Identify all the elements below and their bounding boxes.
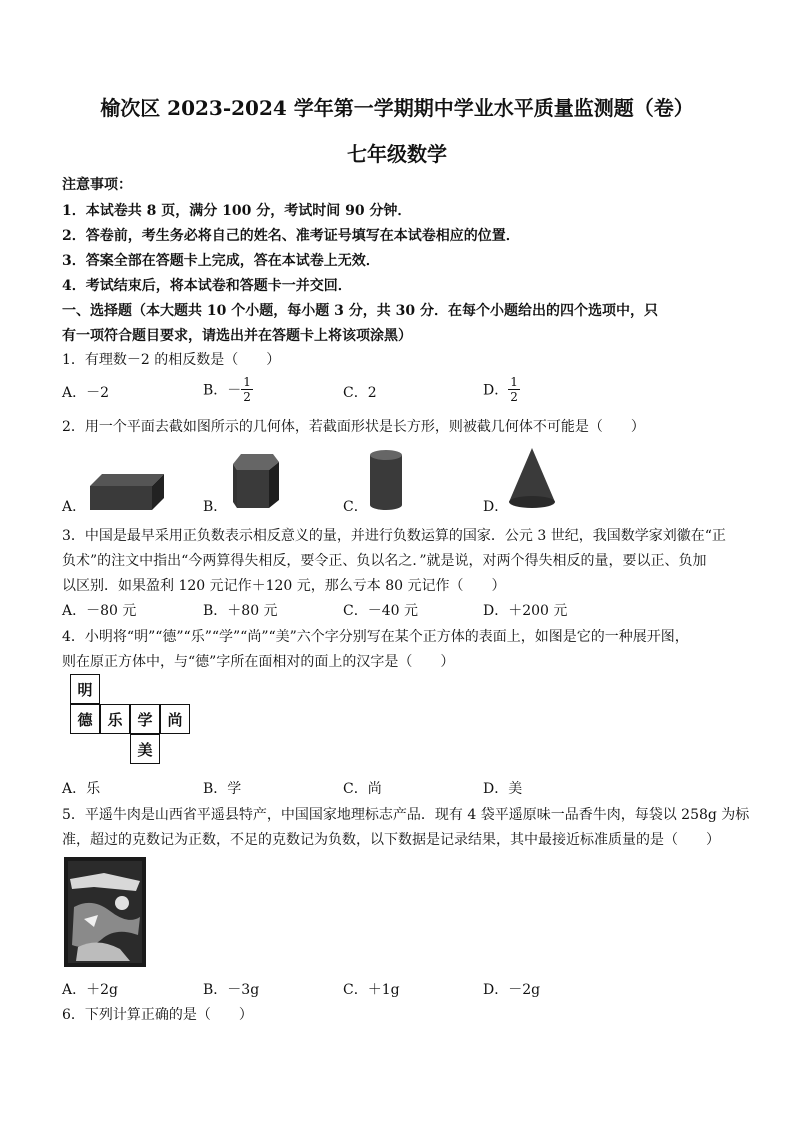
- cylinder-figure: [368, 448, 404, 512]
- net-face: 学: [130, 704, 160, 734]
- q2-option-d: D．: [483, 499, 509, 515]
- question-5-line-1: 5．平遥牛肉是山西省平遥县特产，中国国家地理标志产品．现有 4 袋平遥原味一品香牛肉，每袋以 258g 为标: [62, 807, 750, 823]
- fraction: [508, 375, 520, 404]
- beef-package-photo: [64, 857, 146, 967]
- net-face: 明: [70, 674, 100, 704]
- notice-item: 1．本试卷共 8 页，满分 100 分，考试时间 90 分钟．: [62, 203, 412, 219]
- question-3-line-3: 以区别．如果盈利 120 元记作＋120 元，那么亏本 80 元记作（ ）: [62, 578, 506, 594]
- question-6-stem: 6．下列计算正确的是（ ）: [62, 1007, 253, 1023]
- q2-option-b: B．: [203, 499, 228, 515]
- question-1-stem: 1．有理数－2 的相反数是（ ）: [62, 352, 281, 368]
- fraction-denominator: 2: [243, 390, 251, 404]
- q5-option-b: B．－3g: [203, 982, 260, 998]
- q3-option-c: C．－40 元: [343, 603, 418, 619]
- cube-net-diagram: [70, 674, 194, 766]
- q2-option-a: A．: [62, 499, 87, 515]
- q1-option-d-prefix: D．: [483, 382, 509, 399]
- q5-option-c: C．＋1g: [343, 982, 400, 998]
- fraction-denominator: 2: [510, 390, 518, 404]
- q1-option-b-prefix: B．－: [203, 382, 242, 399]
- net-face: 美: [130, 734, 160, 764]
- q4-option-a: A．乐: [62, 781, 101, 797]
- section-heading: 一、选择题（本大题共 10 个小题，每小题 3 分，共 30 分．在每个小题给出的四个选项中，只: [62, 303, 658, 319]
- cuboid-figure: [88, 466, 166, 510]
- notice-item: 4．考试结束后，将本试卷和答题卡一并交回．: [62, 278, 352, 294]
- q4-option-d: D．美: [483, 781, 523, 797]
- exam-title: 榆次区 2023-2024 学年第一学期期中学业水平质量监测题（卷）: [100, 96, 694, 120]
- q1-option-b: [203, 375, 253, 404]
- fraction-numerator: 1: [510, 375, 518, 389]
- notice-item: 2．答卷前，考生务必将自己的姓名、准考证号填写在本试卷相应的位置．: [62, 228, 520, 244]
- q3-option-a: A．－80 元: [62, 603, 137, 619]
- question-5-line-2: 准，超过的克数记为正数，不足的克数记为负数，以下数据是记录结果，其中最接近标准质量的是（ ）: [62, 832, 720, 848]
- question-4-line-1: 4．小明将“明”“德”“乐”“学”“尚”“美”六个字分别写在某个正方体的表面上，如图是它的一种展开图，: [62, 629, 689, 645]
- net-face: 德: [70, 704, 100, 734]
- fraction: [241, 375, 253, 404]
- question-2-stem: 2．用一个平面去截如图所示的几何体，若截面形状是长方形，则被截几何体不可能是（ ）: [62, 419, 645, 435]
- notice-item: 3．答案全部在答题卡上完成，答在本试卷上无效．: [62, 253, 380, 269]
- q5-option-a: A．＋2g: [62, 982, 118, 998]
- q1-option-d: [483, 375, 520, 404]
- question-3-line-1: 3．中国是最早采用正负数表示相反意义的量，并进行负数运算的国家．公元 3 世纪，我国数学家刘徽在“正: [62, 528, 726, 544]
- q1-option-a: A．－2: [62, 385, 110, 401]
- q3-option-d: D．＋200 元: [483, 603, 568, 619]
- question-4-line-2: 则在原正方体中，与“德”字所在面相对的面上的汉字是（ ）: [62, 654, 455, 670]
- q2-option-c: C．: [343, 499, 368, 515]
- cone-figure: [507, 446, 557, 510]
- q1-option-c: C．2: [343, 385, 377, 401]
- q3-option-b: B．＋80 元: [203, 603, 278, 619]
- q5-option-d: D．－2g: [483, 982, 541, 998]
- fraction-numerator: 1: [243, 375, 251, 389]
- net-face: 尚: [160, 704, 190, 734]
- q4-option-c: C．尚: [343, 781, 382, 797]
- notice-heading: 注意事项：: [62, 177, 132, 193]
- section-heading-cont: 有一项符合题目要求，请选出并在答题卡上将该项涂黑）: [62, 328, 412, 344]
- prism-figure: [229, 452, 281, 510]
- question-3-line-2: 负术”的注文中指出“今两算得失相反，要令正、负以名之．”就是说，对两个得失相反的量，要以正、负加: [62, 553, 707, 569]
- q4-option-b: B．学: [203, 781, 242, 797]
- exam-subtitle: 七年级数学: [347, 142, 447, 166]
- net-face: 乐: [100, 704, 130, 734]
